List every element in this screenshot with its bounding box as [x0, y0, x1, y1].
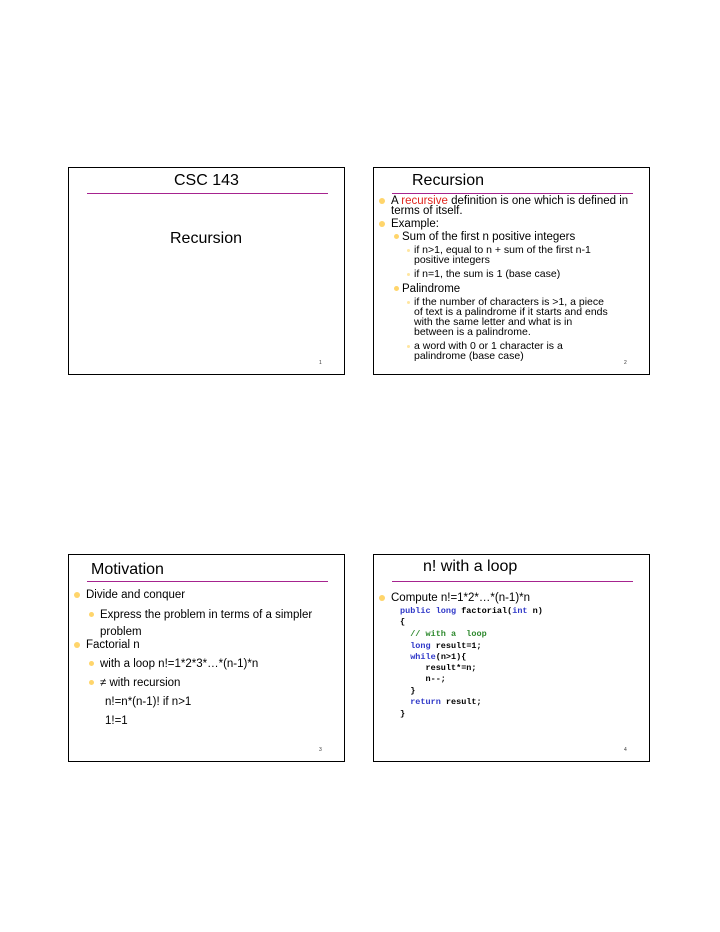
bullet-icon: [379, 595, 385, 601]
bullet-text: if n=1, the sum is 1 (base case): [414, 268, 561, 280]
bullet-text: between is a palindrome.: [414, 326, 531, 338]
code-line: public long factorial(int n): [400, 606, 543, 616]
title-rule: [87, 581, 328, 582]
bullet-icon: [89, 612, 94, 617]
bullet-text: 1!=1: [105, 715, 128, 727]
bullet-text: positive integers: [414, 254, 490, 266]
code-line: }: [400, 686, 416, 696]
bullet-text: of text is a palindrome if it starts and ends: [414, 306, 608, 318]
page-number: 1: [319, 360, 322, 366]
bullet-icon: [89, 661, 94, 666]
slide-title: n! with a loop: [423, 558, 518, 575]
bullet-icon: [407, 249, 410, 252]
code-line: {: [400, 617, 406, 627]
code-line: while(n>1){: [400, 652, 467, 662]
code-comment: // with a loop: [400, 629, 487, 639]
bullet-text: with the same letter and what is in: [414, 316, 573, 328]
bullet-text: terms of itself.: [391, 205, 463, 217]
bullet-icon: [394, 234, 399, 239]
bullet-text: Example:: [391, 218, 439, 230]
code-line: long result=1;: [400, 641, 482, 651]
bullet-text: ≠ with recursion: [100, 677, 181, 689]
bullet-icon: [89, 680, 94, 685]
code-line: }: [400, 709, 406, 719]
bullet-icon: [407, 273, 410, 276]
bullet-icon: [407, 345, 410, 348]
slide-subtitle: Recursion: [170, 230, 243, 247]
title-rule: [392, 581, 633, 582]
bullet-text: Divide and conquer: [86, 589, 186, 601]
slide-title: Recursion: [412, 172, 485, 189]
bullet-text: if the number of characters is >1, a piece: [414, 296, 604, 308]
bullet-text: problem: [100, 626, 142, 638]
code-line: result*=n;: [400, 663, 477, 673]
slide-2: [373, 167, 650, 375]
page-number: 4: [624, 747, 627, 753]
bullet-text: with a loop n!=1*2*3*…*(n-1)*n: [100, 658, 259, 670]
slide-3: [68, 554, 345, 762]
title-rule: [392, 193, 633, 194]
code-line: n--;: [400, 674, 446, 684]
bullet-text: n!=n*(n-1)! if n>1: [105, 696, 192, 708]
bullet-icon: [74, 592, 80, 598]
slide-title: CSC 143: [174, 172, 239, 189]
bullet-icon: [379, 198, 385, 204]
page-number: 2: [624, 360, 627, 366]
slide-4: [373, 554, 650, 762]
bullet-text: Express the problem in terms of a simpler: [100, 609, 313, 621]
code-line: return result;: [400, 697, 482, 707]
bullet-text: Compute n!=1*2*…*(n-1)*n: [391, 592, 531, 604]
bullet-text: Sum of the first n positive integers: [402, 231, 576, 243]
slide-title: Motivation: [91, 561, 164, 578]
bullet-icon: [407, 301, 410, 304]
bullet-text: if n>1, equal to n + sum of the first n-1: [414, 244, 591, 256]
bullet-icon: [394, 286, 399, 291]
page-number: 3: [319, 747, 322, 753]
bullet-text: A recursive definition is one which is defined in: [391, 195, 629, 207]
bullet-icon: [74, 642, 80, 648]
slide-1: [68, 167, 345, 375]
bullet-text: palindrome (base case): [414, 350, 524, 362]
bullet-text: a word with 0 or 1 character is a: [414, 340, 563, 352]
bullet-text: Factorial n: [86, 639, 140, 651]
bullet-icon: [379, 221, 385, 227]
title-rule: [87, 193, 328, 194]
bullet-text: Palindrome: [402, 283, 461, 295]
